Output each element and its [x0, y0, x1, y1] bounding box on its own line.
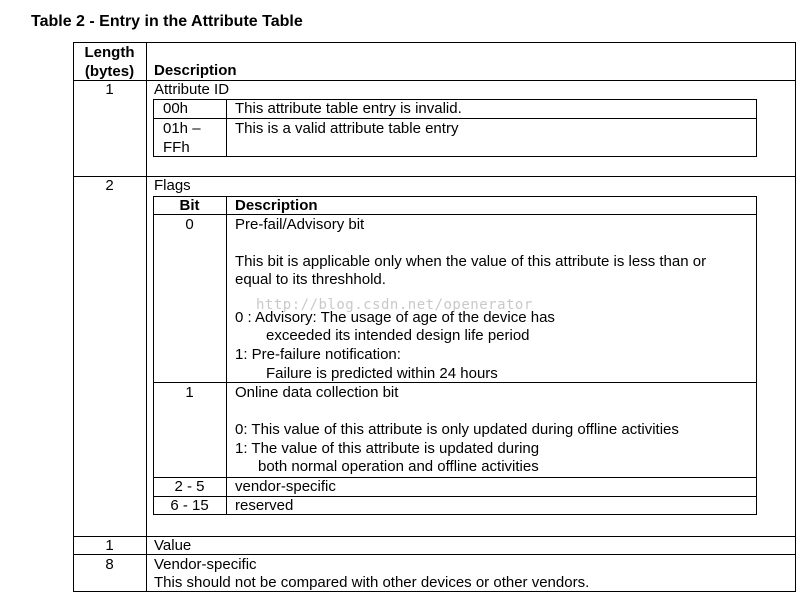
bit-6-15-desc: reserved [235, 497, 294, 514]
watermark: http://blog.csdn.net/openerator [256, 297, 533, 313]
length-attribute-id: 1 [105, 81, 114, 98]
bit-0-prefail-line1: 1: Pre-failure notification: [235, 346, 401, 363]
label-vendor-specific: Vendor-specific [154, 556, 257, 573]
length-flags: 2 [105, 177, 114, 194]
header-description: Description [154, 62, 237, 79]
bit-1-line1: 0: This value of this attribute is only updated during offline activities [235, 421, 679, 438]
label-value: Value [154, 537, 192, 554]
length-vendor-specific: 8 [105, 556, 114, 573]
table-title: Table 2 - Entry in the Attribute Table [31, 13, 303, 30]
subheader-bit: Bit [179, 197, 200, 214]
bit-0: 0 [185, 216, 194, 233]
bit-2-5: 2 - 5 [174, 478, 205, 495]
bit-1-line2: 1: The value of this attribute is updated during [235, 440, 540, 457]
subtable-column-divider [226, 196, 227, 515]
bit-1-title: Online data collection bit [235, 384, 399, 401]
bit-0-advisory-line2: exceeded its intended design life period [266, 327, 530, 344]
desc-00h: This attribute table entry is invalid. [235, 100, 462, 117]
code-00h: 00h [163, 100, 189, 117]
bit-0-title: Pre-fail/Advisory bit [235, 216, 365, 233]
subtable-column-divider [226, 99, 227, 157]
bit-0-para-line2: equal to its threshhold. [235, 271, 386, 288]
bit-0-para-line1: This bit is applicable only when the value of this attribute is less than or [235, 253, 707, 270]
vendor-specific-note: This should not be compared with other devices or other vendors. [154, 574, 590, 591]
code-01h-ffh: 01h – FFh [163, 120, 201, 156]
bit-0-prefail-line2: Failure is predicted within 24 hours [266, 365, 498, 382]
length-value: 1 [105, 537, 114, 554]
bit-1-line3: both normal operation and offline activities [258, 458, 539, 475]
bit-0-advisory-line1: 0 : Advisory: The usage of age of the device has [235, 309, 555, 326]
bit-2-5-desc: vendor-specific [235, 478, 336, 495]
header-length: Length (bytes) [84, 44, 135, 80]
column-divider [146, 42, 147, 592]
bit-6-15: 6 - 15 [170, 497, 209, 514]
label-attribute-id: Attribute ID [154, 81, 230, 98]
subheader-description: Description [235, 197, 318, 214]
label-flags: Flags [154, 177, 191, 194]
bit-1: 1 [185, 384, 194, 401]
desc-01h-ffh: This is a valid attribute table entry [235, 120, 459, 137]
